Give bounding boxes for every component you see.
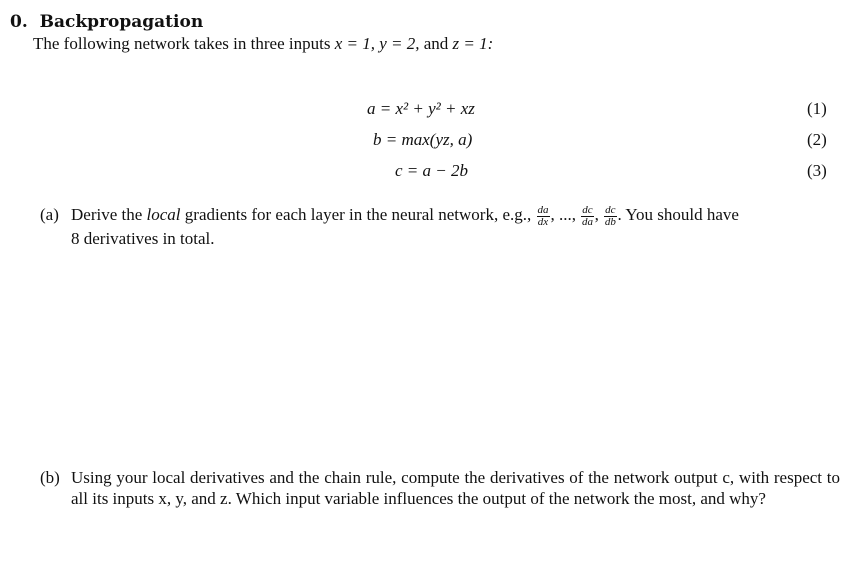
problem-title: Backpropagation xyxy=(39,12,204,32)
equation-lhs: c xyxy=(395,161,403,180)
fraction-dc-db: $\frac{dc}{db}$ xyxy=(604,203,616,228)
intro-prefix: The following network takes in three inputs xyxy=(33,34,335,53)
problem-intro xyxy=(33,34,493,54)
intro-z-value: z = 1: xyxy=(452,34,494,53)
part-b-label: (b) xyxy=(40,468,60,487)
equation-number: (1) xyxy=(807,99,827,118)
equation-lhs: b xyxy=(373,130,382,149)
equation-number: (3) xyxy=(807,161,827,180)
equation-lhs: a xyxy=(367,99,376,118)
part-a-text-1: Derive the xyxy=(71,205,147,224)
equation-1 xyxy=(367,99,475,119)
equation-rhs: = a − 2b xyxy=(406,161,468,180)
part-a-text-3: . You should have xyxy=(617,205,739,224)
part-a-local: local xyxy=(146,205,181,224)
ellipsis: , ..., xyxy=(550,205,576,224)
equation-3 xyxy=(395,161,468,181)
intro-x-values: x = 1, y = 2, xyxy=(334,34,420,53)
part-b-text: Using your local derivatives and the chain rule, compute the derivatives of the network output c, with respect to all its inputs x, y, and z. Which input variable influences the output of the network the most, and why? xyxy=(71,468,840,508)
part-b xyxy=(40,467,840,509)
equation-rhs: = max(yz, a) xyxy=(385,130,473,149)
equation-2 xyxy=(373,130,472,150)
equation-number: (2) xyxy=(807,130,827,149)
part-a-text: Derive the local gradients for each layer in the neural network, e.g., $\frac{da}{dx}$ , ..., $\frac{dc}{da}$ , $\frac{dc}{db}$ . You should have 8 derivatives in total. xyxy=(71,203,739,248)
fraction-da-dx: $\frac{da}{dx}$ xyxy=(537,203,549,228)
intro-and: and xyxy=(419,34,453,53)
part-a xyxy=(40,204,840,249)
equation-rhs: = x² + y² + xz xyxy=(379,99,475,118)
part-a-text-4: 8 derivatives in total. xyxy=(71,228,215,248)
part-a-label: (a) xyxy=(40,205,59,224)
fraction-dc-da: $\frac{dc}{da}$ xyxy=(581,203,593,228)
part-a-text-2: gradients for each layer in the neural network, e.g., xyxy=(180,205,532,224)
problem-number: 0. xyxy=(10,12,28,32)
problem-heading xyxy=(10,12,203,32)
